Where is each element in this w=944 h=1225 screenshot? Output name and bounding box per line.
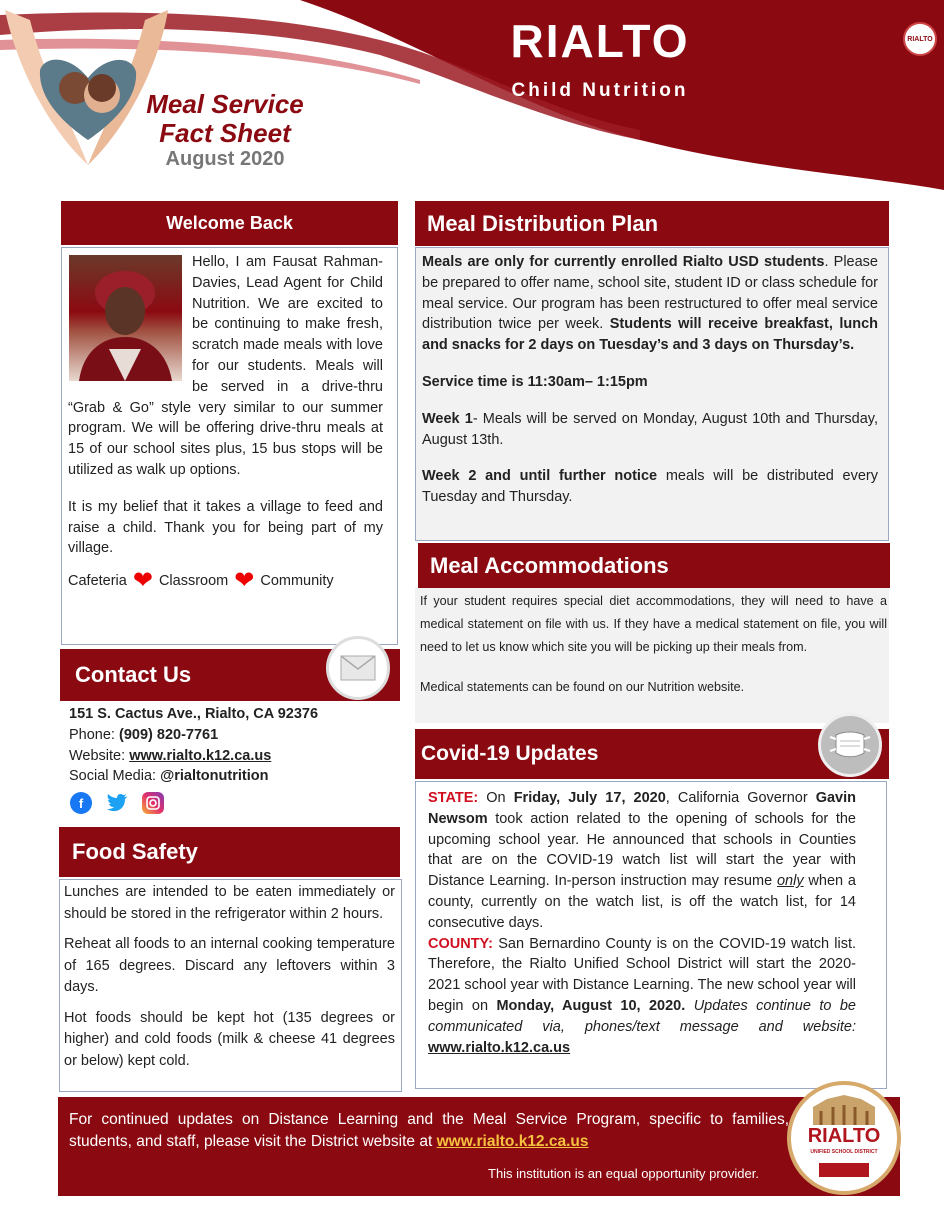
envelope-icon: [326, 636, 390, 700]
contact-address: 151 S. Cactus Ave., Rialto, CA 92376: [69, 706, 319, 722]
state-label: STATE:: [428, 790, 479, 806]
meal-accommodations-heading: Meal Accommodations: [418, 543, 890, 588]
governor-name: Gavin Newsom: [428, 790, 857, 827]
social-icons: [70, 792, 164, 814]
state-date: Friday, July 17, 2020: [513, 790, 666, 806]
logo-subtitle: UNIFIED SCHOOL DISTRICT: [810, 1149, 878, 1155]
meal-distribution-heading: Meal Distribution Plan: [415, 201, 889, 246]
food-safety-section: [59, 879, 402, 1092]
rialto-district-logo: [787, 1081, 901, 1195]
page-header: [0, 0, 944, 200]
covid-state-update: [428, 788, 856, 934]
covid-updates-heading: Covid-19 Updates: [415, 729, 889, 779]
contact-heading: Contact Us: [60, 649, 400, 701]
week-1-text: - Meals will be served on Monday, August 10th and Thursday, August 13th.: [422, 410, 878, 448]
fact-title-line1: Meal Service: [146, 89, 304, 119]
contact-social-line: [69, 766, 399, 787]
food-safety-paragraph-1: Lunches are intended to be eaten immediately or should be stored in the refrigerator within 2 hours.: [64, 884, 395, 922]
plan-meal-schedule: Students will receive breakfast, lunch and snacks for 2 days on Tuesday’s and 3 days on Thursday’s.: [422, 316, 878, 354]
plan-eligibility: Meals are only for currently enrolled Rialto USD students: [422, 254, 825, 270]
food-safety-paragraph-2: Reheat all foods to an internal cooking temperature of 165 degrees. Discard any leftovers within 3 days.: [64, 936, 395, 995]
contact-phone-line: [69, 725, 399, 746]
village-line: [68, 569, 383, 593]
website-link[interactable]: www.rialto.k12.ca.us: [129, 747, 272, 764]
brand-subtitle: Child Nutrition: [511, 80, 689, 101]
footer-text: [69, 1109, 789, 1153]
footer-message: For continued updates on Distance Learning and the Meal Service Program, specific to families, students, and staff, please visit the District website at: [69, 1111, 789, 1150]
state-text-4: when a county, currently on the watch list, is off the watch list, for 14 consecutive days.: [428, 873, 856, 931]
page-footer: [58, 1097, 900, 1196]
plan-details: . Please be prepared to offer name, school site, student ID or class schedule for meal service. Our program has been restructured to offer meal service distribution twice per week.: [422, 254, 878, 333]
cafeteria-label: Cafeteria: [68, 573, 127, 590]
state-text-2: , California Governor: [665, 790, 816, 806]
covid-updates-section: [415, 781, 887, 1089]
lead-agent-portrait: [69, 255, 182, 381]
heart-icon: ❤: [132, 567, 153, 595]
contact-details: [69, 704, 399, 787]
welcome-section: [61, 247, 398, 645]
accommodations-paragraph-1: If your student requires special diet accommodations, they will need to have a medical statement on file with us. If they have a medical statement on file, you will need to let us know which site you will be picking up their meals from.: [420, 594, 887, 654]
food-safety-paragraph-3: Hot foods should be kept hot (135 degrees or higher) and cold foods (milk & cheese 41 degrees or below) kept cold.: [64, 1009, 395, 1069]
week-1-schedule: [422, 409, 878, 451]
classroom-label: Classroom: [158, 573, 229, 590]
social-handle: @rialtonutrition: [160, 768, 269, 785]
phone-number[interactable]: (909) 820-7761: [119, 726, 219, 743]
food-safety-heading: Food Safety: [59, 827, 400, 877]
logo-name: RIALTO: [807, 1125, 881, 1147]
phone-label: Phone:: [69, 726, 115, 743]
state-text-1: On: [478, 790, 514, 806]
covid-county-update: [428, 934, 856, 1059]
county-website-link[interactable]: www.rialto.k12.ca.us: [428, 1039, 571, 1056]
face-mask-icon: [818, 713, 882, 777]
brand-title: RIALTO: [510, 15, 690, 67]
instagram-icon[interactable]: [142, 792, 164, 814]
welcome-heading: Welcome Back: [61, 201, 398, 245]
social-label: Social Media:: [69, 768, 157, 785]
county-date: Monday, August 10, 2020.: [496, 997, 686, 1014]
facebook-icon[interactable]: f: [70, 792, 92, 814]
week-2-label: Week 2 and until further notice: [422, 468, 658, 485]
accommodations-paragraph-2: Medical statements can be found on our Nutrition website.: [420, 680, 745, 695]
meal-accommodations-section: [415, 588, 889, 723]
state-only: only: [776, 873, 804, 890]
county-label: COUNTY:: [428, 935, 493, 952]
contact-website-line: [69, 746, 399, 767]
meal-distribution-section: [415, 247, 889, 541]
welcome-paragraph-1: Hello, I am Fausat Rahman-Davies, Lead Agent for Child Nutrition. We are excited to be continuing to make fresh, scratch made meals with love for our students. Meals will be served in a drive-thru “Grab & Go” style very similar to our summer program. We will be offering drive-thru meals at 15 of our school sites plus, 15 bus stops will be utilized as walk up options.: [68, 254, 383, 478]
week-1-label: Week 1: [422, 410, 473, 427]
county-text-1: San Bernardino County is on the COVID-19 watch list. Therefore, the Rialto Unified School District will start the 2020-2021 school year with Distance Learning. The new school year will begin on: [428, 935, 856, 1014]
county-italic-text: Updates continue to be communicated via, phones/text message and website:: [428, 997, 856, 1035]
rialto-small-badge: RIALTO: [903, 22, 937, 56]
week-2-schedule: [422, 466, 878, 508]
footer-website-link[interactable]: www.rialto.k12.ca.us: [436, 1133, 589, 1150]
plan-paragraph-1: [422, 252, 878, 356]
website-label: Website:: [69, 747, 126, 764]
equal-opportunity-note: This institution is an equal opportunity provider.: [488, 1166, 759, 1181]
fact-title-line2: Fact Sheet: [159, 118, 291, 148]
service-time: Service time is 11:30am– 1:15pm: [422, 373, 648, 390]
week-2-text: meals will be distributed every Tuesday and Thursday.: [422, 468, 878, 506]
heart-hands-photo: [0, 0, 170, 175]
twitter-icon[interactable]: [106, 792, 128, 814]
community-label: Community: [260, 573, 334, 590]
heart-icon: ❤: [234, 567, 255, 595]
state-text-3: took action related to the opening of schools for the upcoming school year. He announced that schools in Counties that are on the COVID-19 watch list will start the year with Distance Learning. In-person instruction may resume: [428, 810, 856, 890]
welcome-paragraph-2: It is my belief that it takes a village to feed and raise a child. Thank you for being part of my village.: [68, 498, 383, 557]
fact-sheet-date: August 2020: [165, 148, 285, 170]
